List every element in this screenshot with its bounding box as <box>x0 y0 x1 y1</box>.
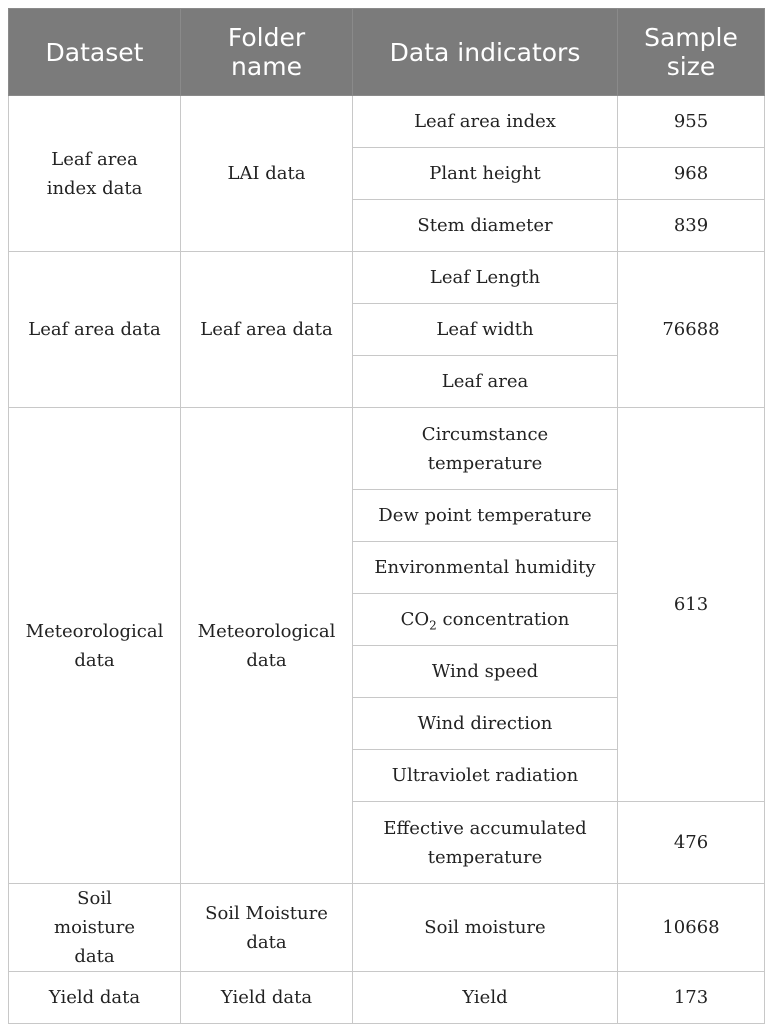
co2-prefix: CO <box>400 609 430 630</box>
cell-indicator: Yield <box>353 972 618 1024</box>
cell-dataset-lai: Leaf area index data <box>9 96 181 252</box>
cell-folder-lai: LAI data <box>181 96 353 252</box>
cell-indicator: Leaf width <box>353 304 618 356</box>
table-row <box>9 408 765 490</box>
cell-sample-size: 968 <box>618 148 765 200</box>
cell-indicator: Plant height <box>353 148 618 200</box>
cell-folder-meteorological: Meteorological data <box>181 408 353 884</box>
header-row <box>9 9 765 96</box>
cell-indicator: Leaf Length <box>353 252 618 304</box>
cell-indicator: Wind direction <box>353 698 618 750</box>
header-folder-name: Folder name <box>181 9 353 96</box>
co2-subscript: 2 <box>429 618 437 633</box>
cell-indicator: Dew point temperature <box>353 490 618 542</box>
table-row <box>9 972 765 1024</box>
cell-indicator: Leaf area <box>353 356 618 408</box>
cell-dataset-yield: Yield data <box>9 972 181 1024</box>
cell-dataset-meteorological: Meteorological data <box>9 408 181 884</box>
cell-indicator: Effective accumulated temperature <box>353 802 618 884</box>
cell-sample-size: 76688 <box>618 252 765 408</box>
cell-folder-soil: Soil Moisture data <box>181 884 353 972</box>
cell-indicator: Wind speed <box>353 646 618 698</box>
header-dataset: Dataset <box>9 9 181 96</box>
cell-indicator: Leaf area index <box>353 96 618 148</box>
header-data-indicators: Data indicators <box>353 9 618 96</box>
cell-dataset-leaf-area: Leaf area data <box>9 252 181 408</box>
co2-suffix: concentration <box>436 609 570 630</box>
cell-dataset-soil: Soil moisture data <box>9 884 181 972</box>
cell-sample-size: 476 <box>618 802 765 884</box>
cell-sample-size: 613 <box>618 408 765 802</box>
header-sample-size: Sample size <box>618 9 765 96</box>
cell-folder-yield: Yield data <box>181 972 353 1024</box>
table-row <box>9 884 765 972</box>
cell-sample-size: 173 <box>618 972 765 1024</box>
table-row <box>9 252 765 304</box>
cell-sample-size: 955 <box>618 96 765 148</box>
cell-indicator-co2 <box>353 594 618 646</box>
cell-indicator: Soil moisture <box>353 884 618 972</box>
cell-indicator: Stem diameter <box>353 200 618 252</box>
cell-indicator: Ultraviolet radiation <box>353 750 618 802</box>
cell-indicator: Circumstance temperature <box>353 408 618 490</box>
cell-sample-size: 839 <box>618 200 765 252</box>
cell-sample-size: 10668 <box>618 884 765 972</box>
data-table-wrapper <box>8 8 764 1024</box>
cell-folder-leaf-area: Leaf area data <box>181 252 353 408</box>
dataset-table <box>8 8 765 1024</box>
cell-indicator: Environmental humidity <box>353 542 618 594</box>
table-row <box>9 96 765 148</box>
